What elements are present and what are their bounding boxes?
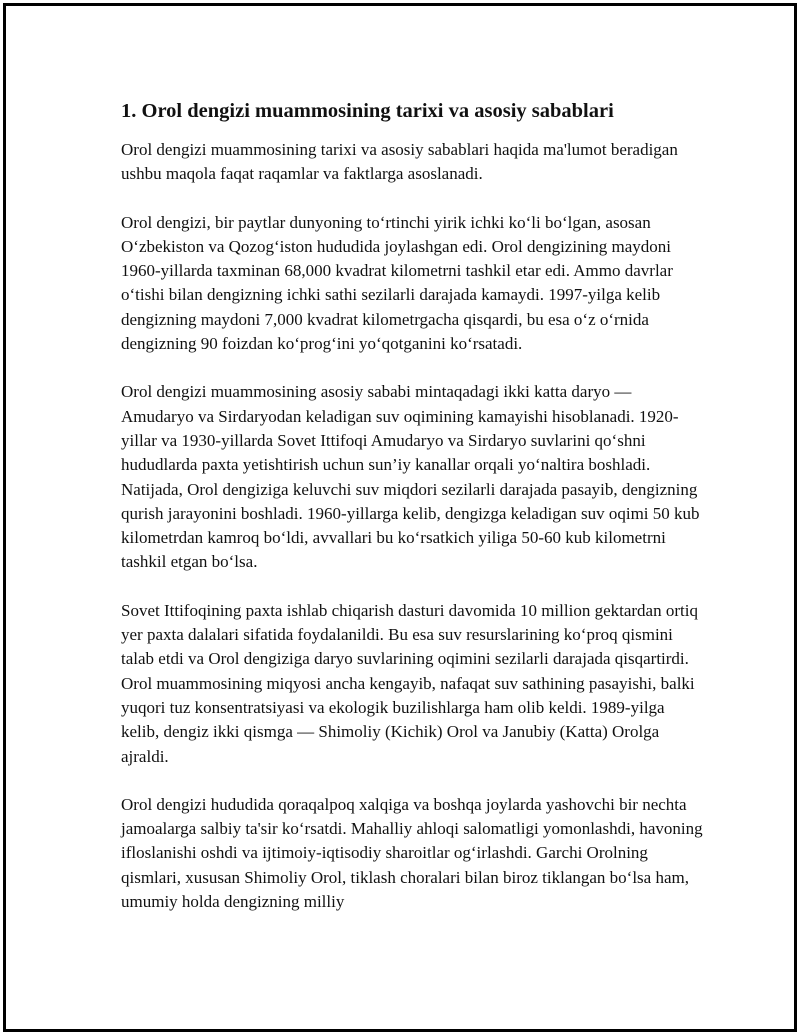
document-body bbox=[121, 96, 706, 938]
paragraph-sea-area: Orol dengizi, bir paytlar dunyoning toʻrtinchi yirik ichki koʻli boʻlgan, asosan Oʻzbekiston va Qozogʻiston hududida joylashgan edi. Orol dengizining maydoni 1960-yillarda taxminan 68,000 kvadrat kilometrni tashkil etar edi. Ammo davrlar oʻtishi bilan dengizning ichki sathi sezilarli darajada kamaydi. 1997-yilga kelib dengizning maydoni 7,000 kvadrat kilometrgacha qisqardi, bu esa oʻz oʻrnida dengizning 90 foizdan koʻprogʻini yoʻqotganini koʻrsatadi. bbox=[121, 212, 673, 354]
section-heading: 1. Orol dengizi muammosining tarixi va asosiy sabablari bbox=[121, 100, 614, 122]
paragraph-cotton-program: Sovet Ittifoqining paxta ishlab chiqarish dasturi davomida 10 million gektardan ortiq yer paxta dalalari sifatida foydalanildi. Bu esa suv resurslarining koʻproq qismini talab etdi va Orol dengiziga daryo suvlarining oqimini sezilarli darajada qisqartirdi. Orol muammosining miqyosi ancha kengayib, nafaqat suv sathining pasayishi, balki yuqori tuz konsentratsiyasi va ekologik buzilishlarga ham olib keldi. 1989-yilga kelib, dengiz ikki qismga — Shimoliy (Kichik) Orol va Janubiy (Katta) Orolga ajraldi. bbox=[121, 600, 698, 766]
paragraph-social-impact: Orol dengizi hududida qoraqalpoq xalqiga va boshqa joylarda yashovchi bir nechta jamoalarga salbiy ta'sir koʻrsatdi. Mahalliy ahloqi salomatligi yomonlashdi, havoning ifloslanishi oshdi va ijtimoiy-iqtisodiy sharoitlar ogʻirlashdi. Garchi Orolning qismlari, xususan Shimoliy Orol, tiklash choralari bilan biroz tiklangan boʻlsa ham, umumiy holda dengizning milliy bbox=[121, 794, 703, 912]
paragraph-river-causes: Orol dengizi muammosining asosiy sababi mintaqadagi ikki katta daryo — Amudaryo va Sirdaryodan keladigan suv oqimining kamayishi hisoblanadi. 1920-yillar va 1930-yillarda Sovet Ittifoqi Amudaryo va Sirdaryo suvlarini qoʻshni hududlarda paxta yetishtirish uchun sun’iy kanallar orqali yoʻnaltira boshladi. Natijada, Orol dengiziga keluvchi suv miqdori sezilarli darajada pasayib, dengizning qurish jarayonini boshladi. 1960-yillarga kelib, dengizga keladigan suv oqimi 50 kub kilometrdan kamroq boʻldi, avvallari bu koʻrsatkich yiliga 50-60 kub kilometrni tashkil etgan boʻlsa. bbox=[121, 382, 700, 572]
paragraph-intro: Orol dengizi muammosining tarixi va asosiy sabablari haqida ma'lumot beradigan ushbu maqola faqat raqamlar va faktlarga asoslanadi. bbox=[121, 140, 678, 184]
page-frame bbox=[3, 3, 797, 1032]
